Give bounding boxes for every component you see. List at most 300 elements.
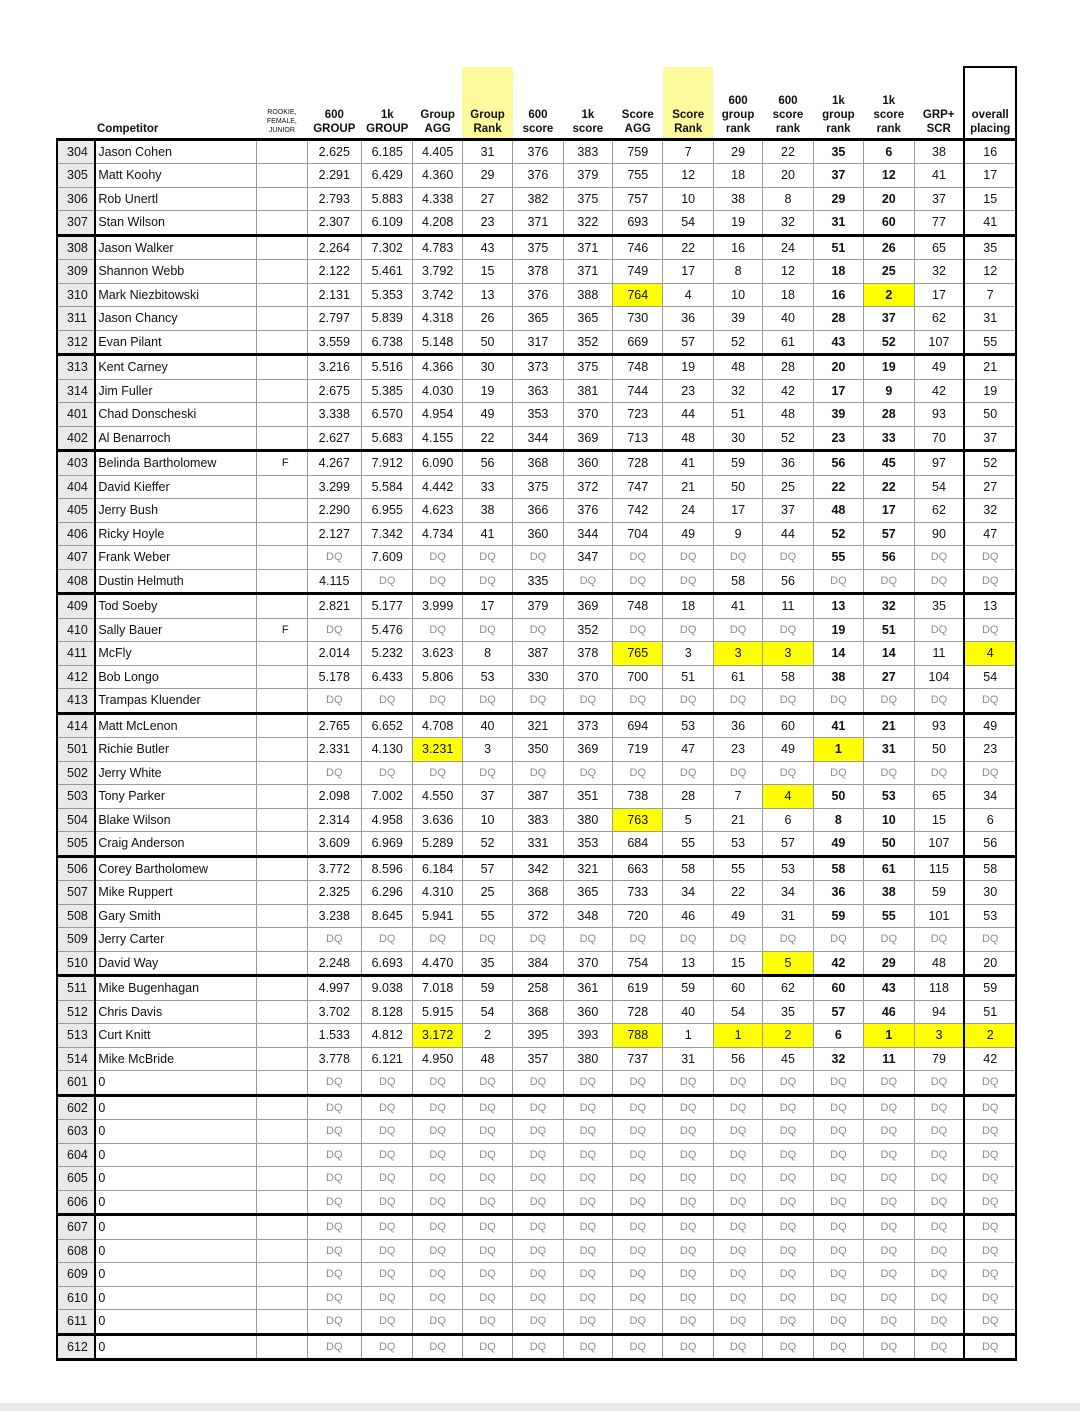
value-cell: 2.098 bbox=[307, 785, 361, 809]
value-cell: 28 bbox=[864, 403, 914, 427]
value-cell: 46 bbox=[864, 1000, 914, 1024]
value-cell: 16 bbox=[713, 235, 762, 260]
value-cell: 7.302 bbox=[362, 235, 413, 260]
value-cell: 322 bbox=[563, 211, 612, 236]
value-cell: 3.999 bbox=[413, 594, 462, 619]
table-row bbox=[57, 976, 1016, 1001]
value-cell: 53 bbox=[462, 665, 512, 689]
value-cell: 93 bbox=[914, 713, 964, 738]
value-cell: 361 bbox=[563, 976, 612, 1001]
value-cell: 15 bbox=[914, 808, 964, 832]
value-cell: 36 bbox=[663, 307, 713, 331]
value-cell: DQ bbox=[613, 1095, 663, 1120]
value-cell: 49 bbox=[914, 355, 964, 380]
competitor-number: 504 bbox=[57, 808, 95, 832]
value-cell: 16 bbox=[813, 283, 863, 307]
value-cell: 384 bbox=[513, 951, 563, 976]
category-cell bbox=[257, 330, 307, 355]
value-cell: 19 bbox=[462, 379, 512, 403]
value-cell: DQ bbox=[513, 1239, 563, 1263]
value-cell: 58 bbox=[763, 665, 813, 689]
value-cell: 360 bbox=[513, 522, 563, 546]
value-cell: 90 bbox=[914, 522, 964, 546]
category-cell bbox=[257, 1167, 307, 1191]
value-cell: 37 bbox=[763, 499, 813, 523]
value-cell: DQ bbox=[663, 689, 713, 714]
value-cell: DQ bbox=[864, 928, 914, 952]
value-cell: 17 bbox=[813, 379, 863, 403]
value-cell: 5.941 bbox=[413, 904, 462, 928]
value-cell: 3.609 bbox=[307, 832, 361, 857]
value-cell: 370 bbox=[563, 951, 612, 976]
category-cell bbox=[257, 904, 307, 928]
value-cell: DQ bbox=[563, 1190, 612, 1215]
value-cell: DQ bbox=[663, 928, 713, 952]
value-cell: DQ bbox=[413, 1190, 462, 1215]
competitor-name: Corey Bartholomew bbox=[95, 856, 256, 881]
value-cell: 748 bbox=[613, 355, 663, 380]
category-cell bbox=[257, 1215, 307, 1240]
value-cell: 35 bbox=[813, 139, 863, 164]
value-cell: 39 bbox=[813, 403, 863, 427]
value-cell: DQ bbox=[462, 1120, 512, 1144]
value-cell: 788 bbox=[613, 1024, 663, 1048]
value-cell: 757 bbox=[613, 187, 663, 211]
value-cell: 3.623 bbox=[413, 642, 462, 666]
results-table bbox=[56, 66, 1017, 1361]
value-cell: 17 bbox=[964, 164, 1016, 188]
table-row bbox=[57, 330, 1016, 355]
value-cell: DQ bbox=[413, 1239, 462, 1263]
value-cell: 23 bbox=[964, 738, 1016, 762]
value-cell: 619 bbox=[613, 976, 663, 1001]
value-cell: DQ bbox=[914, 1071, 964, 1096]
value-cell: DQ bbox=[362, 1239, 413, 1263]
value-cell: DQ bbox=[413, 569, 462, 594]
value-cell: 5 bbox=[663, 808, 713, 832]
competitor-number: 313 bbox=[57, 355, 95, 380]
competitor-name: Mark Niezbitowski bbox=[95, 283, 256, 307]
competitor-number: 310 bbox=[57, 283, 95, 307]
value-cell: 764 bbox=[613, 283, 663, 307]
value-cell: 35 bbox=[914, 594, 964, 619]
value-cell: DQ bbox=[763, 761, 813, 785]
value-cell: DQ bbox=[613, 546, 663, 570]
table-row bbox=[57, 426, 1016, 451]
value-cell: 370 bbox=[563, 665, 612, 689]
value-cell: 49 bbox=[663, 522, 713, 546]
value-cell: DQ bbox=[613, 1071, 663, 1096]
value-cell: 4.030 bbox=[413, 379, 462, 403]
value-cell: DQ bbox=[864, 761, 914, 785]
value-cell: 31 bbox=[663, 1047, 713, 1071]
value-cell: DQ bbox=[964, 1143, 1016, 1167]
value-cell: DQ bbox=[462, 1190, 512, 1215]
value-cell: 6.296 bbox=[362, 881, 413, 905]
table-row bbox=[57, 928, 1016, 952]
competitor-number: 609 bbox=[57, 1263, 95, 1287]
value-cell: 37 bbox=[813, 164, 863, 188]
value-cell: 59 bbox=[964, 976, 1016, 1001]
value-cell: 13 bbox=[813, 594, 863, 619]
value-cell: 3 bbox=[914, 1024, 964, 1048]
value-cell: DQ bbox=[914, 1095, 964, 1120]
competitor-name: Richie Butler bbox=[95, 738, 256, 762]
col-header-600-score: 600 score bbox=[513, 67, 563, 139]
competitor-name: Jim Fuller bbox=[95, 379, 256, 403]
value-cell: 51 bbox=[964, 1000, 1016, 1024]
table-row bbox=[57, 1263, 1016, 1287]
category-cell bbox=[257, 522, 307, 546]
value-cell: 368 bbox=[513, 451, 563, 476]
value-cell: 6.185 bbox=[362, 139, 413, 164]
value-cell: 4.783 bbox=[413, 235, 462, 260]
value-cell: 65 bbox=[914, 235, 964, 260]
value-cell: DQ bbox=[813, 1334, 863, 1360]
value-cell: 5.476 bbox=[362, 618, 413, 642]
value-cell: 376 bbox=[513, 164, 563, 188]
value-cell: 393 bbox=[563, 1024, 612, 1048]
competitor-name: David Way bbox=[95, 951, 256, 976]
value-cell: DQ bbox=[663, 1120, 713, 1144]
competitor-number: 611 bbox=[57, 1310, 95, 1335]
value-cell: DQ bbox=[663, 1263, 713, 1287]
competitor-name: Rob Unertl bbox=[95, 187, 256, 211]
value-cell: 15 bbox=[713, 951, 762, 976]
competitor-name: Matt McLenon bbox=[95, 713, 256, 738]
value-cell: 33 bbox=[864, 426, 914, 451]
value-cell: 58 bbox=[713, 569, 762, 594]
value-cell: 40 bbox=[763, 307, 813, 331]
value-cell: DQ bbox=[713, 1167, 762, 1191]
value-cell: DQ bbox=[362, 1143, 413, 1167]
category-cell bbox=[257, 808, 307, 832]
competitor-name: 0 bbox=[95, 1215, 256, 1240]
value-cell: 11 bbox=[914, 642, 964, 666]
value-cell: 43 bbox=[864, 976, 914, 1001]
value-cell: 2.290 bbox=[307, 499, 361, 523]
competitor-number: 312 bbox=[57, 330, 95, 355]
value-cell: 54 bbox=[663, 211, 713, 236]
value-cell: 376 bbox=[513, 283, 563, 307]
value-cell: 3 bbox=[462, 738, 512, 762]
value-cell: DQ bbox=[663, 1143, 713, 1167]
category-cell bbox=[257, 139, 307, 164]
value-cell: 55 bbox=[813, 546, 863, 570]
value-cell: DQ bbox=[307, 1239, 361, 1263]
competitor-name: 0 bbox=[95, 1286, 256, 1310]
value-cell: 29 bbox=[813, 187, 863, 211]
value-cell: 6.955 bbox=[362, 499, 413, 523]
value-cell: 728 bbox=[613, 451, 663, 476]
competitor-name: McFly bbox=[95, 642, 256, 666]
value-cell: 28 bbox=[763, 355, 813, 380]
value-cell: 5.177 bbox=[362, 594, 413, 619]
competitor-number: 510 bbox=[57, 951, 95, 976]
competitor-name: Belinda Bartholomew bbox=[95, 451, 256, 476]
value-cell: DQ bbox=[864, 1334, 914, 1360]
value-cell: 2.675 bbox=[307, 379, 361, 403]
value-cell: 748 bbox=[613, 594, 663, 619]
value-cell: 2 bbox=[462, 1024, 512, 1048]
value-cell: DQ bbox=[763, 1190, 813, 1215]
value-cell: 18 bbox=[663, 594, 713, 619]
value-cell: 17 bbox=[914, 283, 964, 307]
value-cell: 62 bbox=[763, 976, 813, 1001]
value-cell: DQ bbox=[763, 1071, 813, 1096]
value-cell: DQ bbox=[513, 689, 563, 714]
table-row bbox=[57, 1239, 1016, 1263]
value-cell: 48 bbox=[663, 426, 713, 451]
value-cell: 45 bbox=[763, 1047, 813, 1071]
category-cell bbox=[257, 1263, 307, 1287]
value-cell: DQ bbox=[964, 1239, 1016, 1263]
value-cell: DQ bbox=[413, 1263, 462, 1287]
value-cell: 373 bbox=[563, 713, 612, 738]
value-cell: 30 bbox=[964, 881, 1016, 905]
competitor-name: Jerry White bbox=[95, 761, 256, 785]
value-cell: DQ bbox=[914, 1334, 964, 1360]
value-cell: 352 bbox=[563, 330, 612, 355]
value-cell: 395 bbox=[513, 1024, 563, 1048]
value-cell: 52 bbox=[864, 330, 914, 355]
value-cell: 37 bbox=[964, 426, 1016, 451]
competitor-name: 0 bbox=[95, 1263, 256, 1287]
value-cell: 44 bbox=[663, 403, 713, 427]
value-cell: 61 bbox=[864, 856, 914, 881]
value-cell: 2.627 bbox=[307, 426, 361, 451]
value-cell: DQ bbox=[413, 1120, 462, 1144]
competitor-number: 304 bbox=[57, 139, 95, 164]
value-cell: 380 bbox=[563, 1047, 612, 1071]
value-cell: 55 bbox=[663, 832, 713, 857]
value-cell: 23 bbox=[713, 738, 762, 762]
value-cell: 33 bbox=[462, 475, 512, 499]
value-cell: 730 bbox=[613, 307, 663, 331]
value-cell: 1.533 bbox=[307, 1024, 361, 1048]
value-cell: 49 bbox=[713, 904, 762, 928]
table-row bbox=[57, 1000, 1016, 1024]
value-cell: 376 bbox=[563, 499, 612, 523]
value-cell: 371 bbox=[563, 260, 612, 284]
competitor-name: 0 bbox=[95, 1095, 256, 1120]
value-cell: DQ bbox=[362, 928, 413, 952]
competitor-number: 610 bbox=[57, 1286, 95, 1310]
category-cell bbox=[257, 642, 307, 666]
table-row bbox=[57, 785, 1016, 809]
competitor-number: 601 bbox=[57, 1071, 95, 1096]
value-cell: 20 bbox=[964, 951, 1016, 976]
category-cell bbox=[257, 594, 307, 619]
value-cell: 5.178 bbox=[307, 665, 361, 689]
col-header-score-rank: Score Rank bbox=[663, 67, 713, 139]
value-cell: 60 bbox=[864, 211, 914, 236]
category-cell bbox=[257, 1334, 307, 1360]
competitor-number: 505 bbox=[57, 832, 95, 857]
value-cell: DQ bbox=[613, 1239, 663, 1263]
value-cell: 14 bbox=[864, 642, 914, 666]
value-cell: DQ bbox=[307, 1167, 361, 1191]
value-cell: 747 bbox=[613, 475, 663, 499]
value-cell: DQ bbox=[813, 1120, 863, 1144]
value-cell: 50 bbox=[914, 738, 964, 762]
col-header-group-rank: Group Rank bbox=[462, 67, 512, 139]
value-cell: 55 bbox=[864, 904, 914, 928]
value-cell: 6.429 bbox=[362, 164, 413, 188]
value-cell: 4.958 bbox=[362, 808, 413, 832]
category-cell: F bbox=[257, 618, 307, 642]
value-cell: DQ bbox=[813, 1095, 863, 1120]
competitor-name: Mike McBride bbox=[95, 1047, 256, 1071]
value-cell: 18 bbox=[713, 164, 762, 188]
value-cell: 372 bbox=[563, 475, 612, 499]
value-cell: 51 bbox=[864, 618, 914, 642]
table-row bbox=[57, 546, 1016, 570]
table-row bbox=[57, 1215, 1016, 1240]
category-cell bbox=[257, 283, 307, 307]
category-cell bbox=[257, 546, 307, 570]
value-cell: 4.155 bbox=[413, 426, 462, 451]
value-cell: 6.121 bbox=[362, 1047, 413, 1071]
value-cell: 56 bbox=[964, 832, 1016, 857]
value-cell: 4.812 bbox=[362, 1024, 413, 1048]
value-cell: 49 bbox=[964, 713, 1016, 738]
category-cell bbox=[257, 475, 307, 499]
col-header-600-group: 600 GROUP bbox=[307, 67, 361, 139]
competitor-name: Jason Cohen bbox=[95, 139, 256, 164]
category-cell bbox=[257, 569, 307, 594]
value-cell: 27 bbox=[964, 475, 1016, 499]
value-cell: DQ bbox=[462, 546, 512, 570]
value-cell: 2.264 bbox=[307, 235, 361, 260]
value-cell: DQ bbox=[613, 1310, 663, 1335]
value-cell: 6.090 bbox=[413, 451, 462, 476]
value-cell: DQ bbox=[513, 1263, 563, 1287]
value-cell: 375 bbox=[563, 187, 612, 211]
value-cell: 47 bbox=[663, 738, 713, 762]
value-cell: 387 bbox=[513, 642, 563, 666]
value-cell: 684 bbox=[613, 832, 663, 857]
competitor-number: 604 bbox=[57, 1143, 95, 1167]
value-cell: 9 bbox=[864, 379, 914, 403]
value-cell: 347 bbox=[563, 546, 612, 570]
value-cell: 4.338 bbox=[413, 187, 462, 211]
value-cell: 52 bbox=[462, 832, 512, 857]
value-cell: 7.609 bbox=[362, 546, 413, 570]
value-cell: 51 bbox=[663, 665, 713, 689]
value-cell: 759 bbox=[613, 139, 663, 164]
value-cell: 50 bbox=[864, 832, 914, 857]
value-cell: DQ bbox=[914, 761, 964, 785]
table-row bbox=[57, 307, 1016, 331]
value-cell: 4.130 bbox=[362, 738, 413, 762]
value-cell: 704 bbox=[613, 522, 663, 546]
value-cell: 19 bbox=[864, 355, 914, 380]
value-cell: DQ bbox=[413, 1334, 462, 1360]
competitor-number: 608 bbox=[57, 1239, 95, 1263]
competitor-name: Blake Wilson bbox=[95, 808, 256, 832]
value-cell: DQ bbox=[964, 569, 1016, 594]
value-cell: DQ bbox=[307, 1071, 361, 1096]
value-cell: DQ bbox=[914, 546, 964, 570]
table-row bbox=[57, 881, 1016, 905]
value-cell: 746 bbox=[613, 235, 663, 260]
value-cell: 31 bbox=[813, 211, 863, 236]
value-cell: DQ bbox=[713, 1239, 762, 1263]
value-cell: 49 bbox=[763, 738, 813, 762]
value-cell: 321 bbox=[513, 713, 563, 738]
value-cell: 8 bbox=[713, 260, 762, 284]
value-cell: 45 bbox=[864, 451, 914, 476]
value-cell: DQ bbox=[663, 761, 713, 785]
competitor-number: 607 bbox=[57, 1215, 95, 1240]
value-cell: 43 bbox=[813, 330, 863, 355]
value-cell: 3.559 bbox=[307, 330, 361, 355]
value-cell: 51 bbox=[813, 235, 863, 260]
competitor-number: 605 bbox=[57, 1167, 95, 1191]
value-cell: DQ bbox=[307, 1286, 361, 1310]
value-cell: DQ bbox=[964, 1190, 1016, 1215]
category-cell bbox=[257, 1143, 307, 1167]
value-cell: 693 bbox=[613, 211, 663, 236]
value-cell: 40 bbox=[462, 713, 512, 738]
value-cell: 55 bbox=[462, 904, 512, 928]
value-cell: DQ bbox=[362, 761, 413, 785]
value-cell: 5.806 bbox=[413, 665, 462, 689]
value-cell: DQ bbox=[914, 1310, 964, 1335]
value-cell: DQ bbox=[613, 1286, 663, 1310]
value-cell: 2.291 bbox=[307, 164, 361, 188]
value-cell: 38 bbox=[864, 881, 914, 905]
value-cell: 48 bbox=[713, 355, 762, 380]
value-cell: 375 bbox=[513, 235, 563, 260]
value-cell: 20 bbox=[864, 187, 914, 211]
value-cell: 51 bbox=[713, 403, 762, 427]
value-cell: 31 bbox=[462, 139, 512, 164]
value-cell: 765 bbox=[613, 642, 663, 666]
value-cell: 11 bbox=[864, 1047, 914, 1071]
value-cell: 77 bbox=[914, 211, 964, 236]
table-row bbox=[57, 1071, 1016, 1096]
value-cell: 6 bbox=[813, 1024, 863, 1048]
value-cell: DQ bbox=[513, 618, 563, 642]
competitor-number: 308 bbox=[57, 235, 95, 260]
value-cell: DQ bbox=[563, 1215, 612, 1240]
value-cell: DQ bbox=[813, 761, 863, 785]
value-cell: 4.950 bbox=[413, 1047, 462, 1071]
value-cell: 13 bbox=[462, 283, 512, 307]
col-header-1k-group: 1k GROUP bbox=[362, 67, 413, 139]
value-cell: DQ bbox=[563, 1263, 612, 1287]
value-cell: DQ bbox=[413, 689, 462, 714]
value-cell: 6 bbox=[964, 808, 1016, 832]
value-cell: 1 bbox=[713, 1024, 762, 1048]
value-cell: 41 bbox=[713, 594, 762, 619]
value-cell: 58 bbox=[663, 856, 713, 881]
category-cell bbox=[257, 1120, 307, 1144]
value-cell: 19 bbox=[663, 355, 713, 380]
value-cell: DQ bbox=[663, 618, 713, 642]
value-cell: 369 bbox=[563, 738, 612, 762]
competitor-number: 306 bbox=[57, 187, 95, 211]
category-cell bbox=[257, 1024, 307, 1048]
value-cell: DQ bbox=[413, 928, 462, 952]
table-row bbox=[57, 832, 1016, 857]
value-cell: 32 bbox=[864, 594, 914, 619]
value-cell: DQ bbox=[513, 761, 563, 785]
value-cell: 2 bbox=[763, 1024, 813, 1048]
value-cell: DQ bbox=[864, 1190, 914, 1215]
